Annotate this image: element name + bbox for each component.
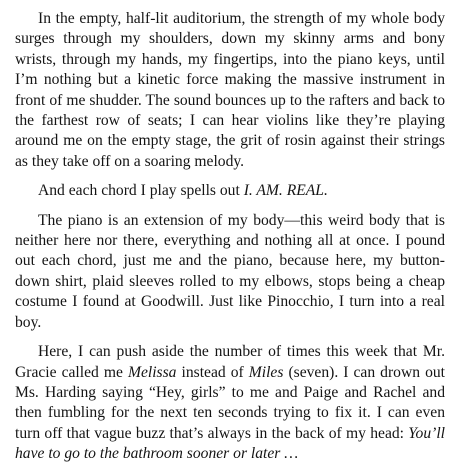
paragraph-piano-extension bbox=[15, 211, 445, 333]
paragraph-text: And each chord I play spells out bbox=[38, 182, 244, 200]
paragraph-text: Here, I can push aside the number of times this week that Mr. Gracie called me bbox=[15, 343, 445, 381]
paragraph-text: The piano is an extension of my body—this weird body that is neither here nor there, everything and nothing all at once. I pound out each chord, just me and the piano, because here, my button-down shirt, plaid sleeves rolled to my elbows, stops being a cheap costume I found at Goodwill. Just like Pinocchio, I turn into a real boy. bbox=[15, 211, 445, 331]
italic-phrase: I. AM. REAL. bbox=[243, 182, 328, 200]
paragraph-auditorium bbox=[15, 9, 445, 172]
paragraph-here bbox=[15, 342, 445, 464]
paragraph-chord bbox=[15, 181, 445, 201]
italic-name-melissa: Melissa bbox=[127, 363, 177, 381]
paragraph-text: instead of bbox=[176, 363, 249, 381]
italic-inner-thought: You’ll have to go to the bathroom sooner or later … bbox=[15, 424, 445, 463]
paragraph-text: In the empty, half-lit auditorium, the strength of my whole body surges through my shoulders, down my skinny arms and bony wrists, through my hands, my fingertips, into the piano keys, until I’m nothing but a kinetic force making the massive instrument in front of me shudder. The sound bounces up to the rafters and back to the farthest row of seats; I can hear violins like they’re playing around me on the empty stage, the grit of rosin against their strings as they take off on a soaring melody. bbox=[15, 10, 445, 170]
italic-name-miles: Miles bbox=[248, 363, 284, 381]
paragraph-text: (seven). I can drown out Ms. Harding saying “Hey, girls” to me and Paige and Rachel and then fumbling for the next ten seconds trying to fix it. I can even turn off that vague buzz that’s always in the back of my head: bbox=[15, 363, 445, 442]
